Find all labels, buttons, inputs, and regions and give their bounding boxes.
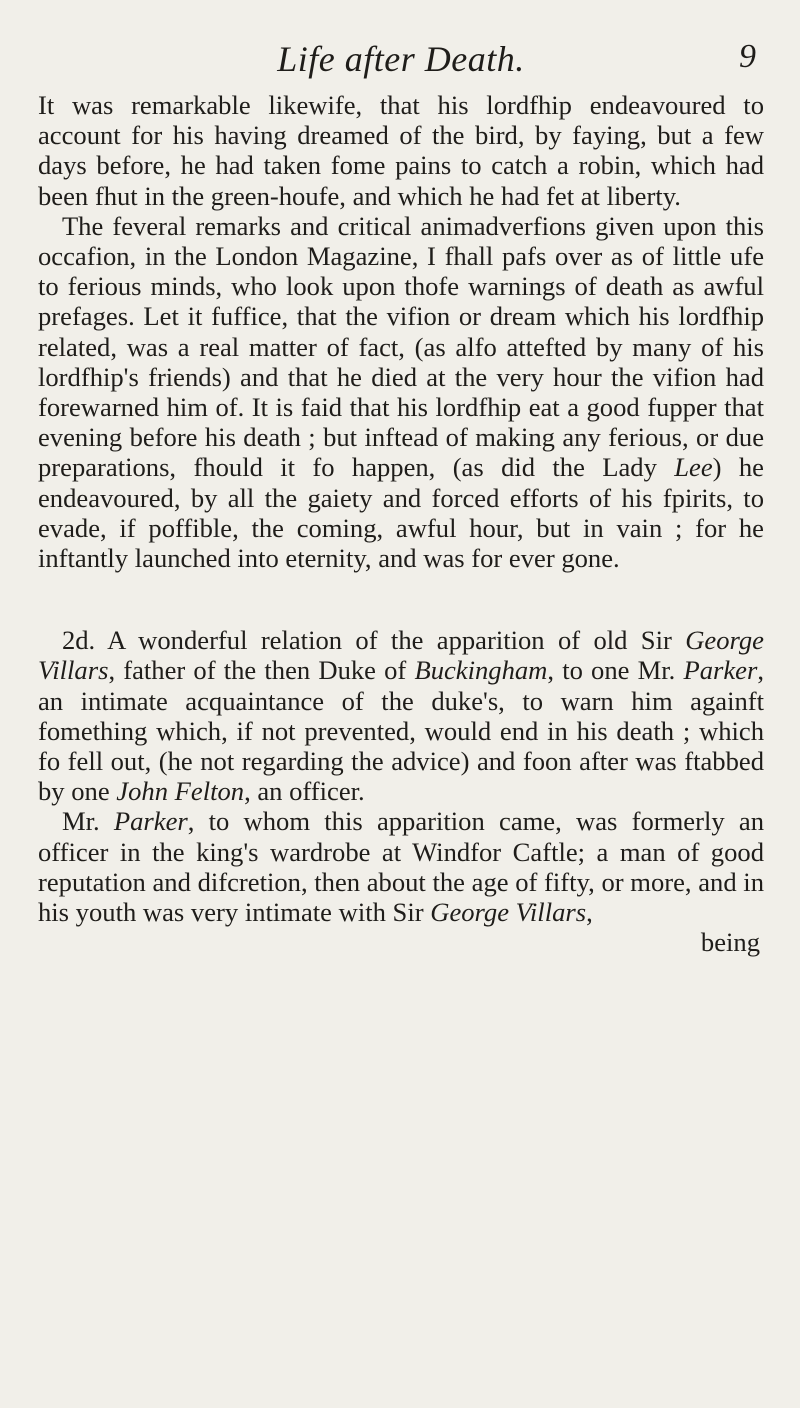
page-header [38, 26, 764, 90]
text-run: 2d. A wonderful relation of the apparition of old Sir [61, 625, 686, 656]
italic-run: John Felton [116, 776, 245, 807]
body-text [38, 90, 764, 927]
text-run: , father of the then Duke of [108, 655, 415, 686]
text-run: , to one Mr. [547, 655, 684, 686]
italic-run: Parker [683, 655, 758, 686]
catchword: being [700, 927, 760, 958]
italic-run: George Villars [430, 897, 587, 928]
italic-run: Buckingham [414, 655, 548, 686]
text-run: , an intimate acquaintance of the duke's, to warn him againft fomething which, if not prevented, would end in his death ; which fo fell out, (he not regarding the advice) and foon after was ftabbed by one [38, 655, 764, 807]
running-title: Life after Death. [277, 39, 525, 79]
text-run: The feveral remarks and critical animadverfions given upon this occafion, in the London Magazine, I fhall pafs over as of little ufe to ferious minds, who look upon thofe warnings of death as awful prefages. Let it fuffice, that the vifion or dream which his lordfhip related, was a real matter of fact, (as alfo attefted by many of his lordfhip's friends) and that he died at the very hour the vifion had forewarned him of. It is faid that his lordfhip eat a good fupper that evening before his death ; but inftead of making any ferious, or due preparations, fhould it fo happen, (as did the Lady [38, 210, 764, 483]
paragraph [38, 806, 764, 927]
page-number: 9 [739, 38, 756, 75]
section-gap [38, 573, 764, 625]
text-run: Mr. [61, 806, 114, 837]
text-run: ) he endeavoured, by all the gaiety and forced efforts of his fpirits, to evade, if poffible, the coming, awful hour, but in vain ; for he inftantly launched into eternity, and was for ever gone. [38, 452, 764, 574]
text-run: It was remarkable likewife, that his lordfhip endeavoured to account for his having dreamed of the bird, by faying, but a few days before, he had taken fome pains to catch a robin, which had been fhut in the green-houfe, and which he had fet at liberty. [38, 90, 764, 211]
text-run: , an officer. [244, 776, 365, 807]
paragraph [38, 211, 764, 573]
paragraph [38, 625, 764, 806]
italic-run: George Villars [38, 625, 764, 686]
italic-run: Lee [674, 452, 713, 483]
text-run: , to whom this apparition came, was formerly an officer in the king's wardrobe at Windfor Caftle; a man of good reputation and difcretion, then about the age of fifty, or more, and in his youth was very intimate with Sir [38, 806, 764, 928]
italic-run: Parker [113, 806, 188, 837]
paragraph [38, 90, 764, 211]
text-run: , [586, 897, 593, 928]
